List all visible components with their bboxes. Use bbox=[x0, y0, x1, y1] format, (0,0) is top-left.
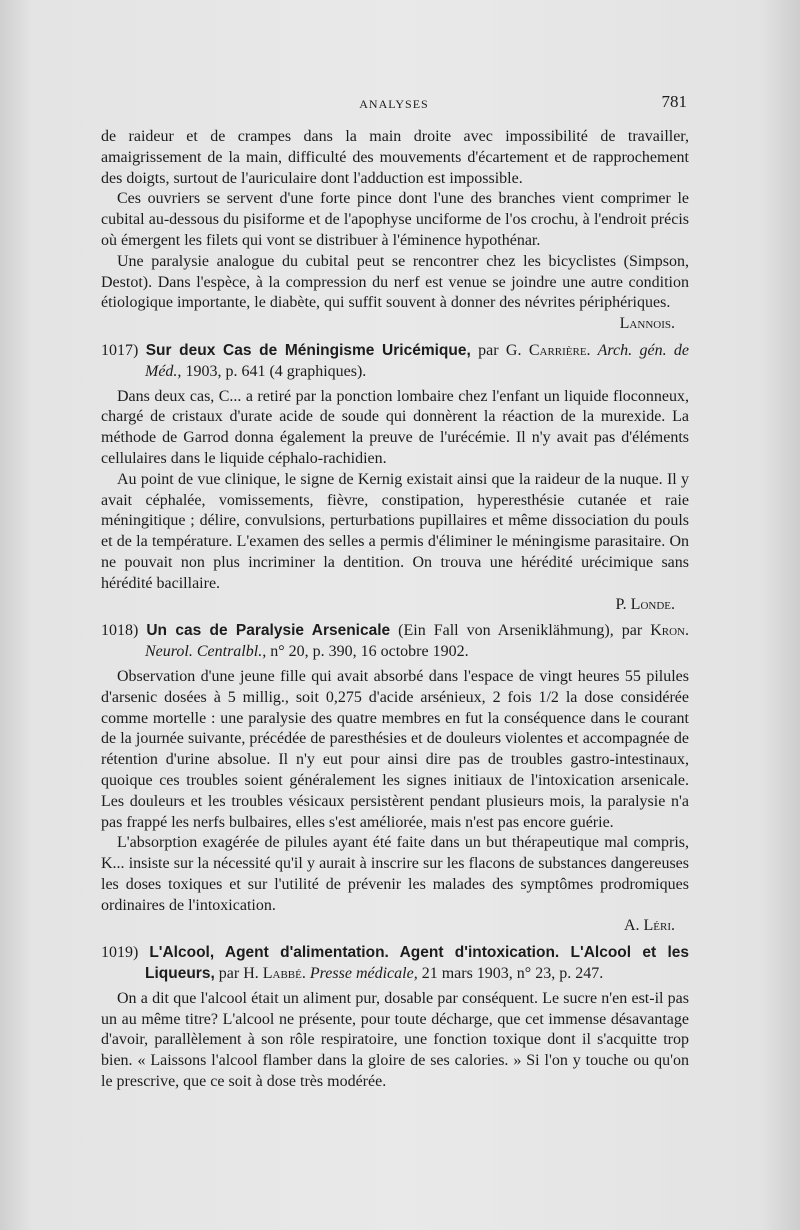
signature: P. Londe. bbox=[615, 595, 675, 613]
entry-by: par G. bbox=[470, 341, 529, 359]
entry-title: Un cas de Paralysie Arsenicale bbox=[146, 622, 391, 640]
entry-number: 1017) bbox=[101, 341, 139, 359]
signature: Lannois. bbox=[619, 315, 675, 333]
entry-heading-1017 bbox=[101, 341, 689, 383]
entry-reference: 21 mars 1903, n° 23, p. 247. bbox=[417, 965, 604, 983]
entry-original-title: (Ein Fall von Arseniklähmung), par bbox=[390, 622, 651, 640]
entry-journal: Presse médicale, bbox=[305, 965, 418, 983]
entry-number: 1019) bbox=[101, 944, 139, 962]
entry-reference: n° 20, p. 390, 16 octobre 1902. bbox=[266, 643, 469, 661]
entry-heading-1019 bbox=[101, 943, 689, 985]
entry-title: L'Alcool, Agent d'alimentation. Agent d'intoxication. L'Alcool et les Liqueurs, bbox=[145, 944, 689, 983]
paragraph: Ces ouvriers se servent d'une forte pince dont l'une des branches vient comprimer le cubital au-dessous du pisiforme et de l'apophyse unciforme de l'os crochu, à l'endroit précis où émergent les filets qui vont se distribuer à l'éminence hypothénar. bbox=[101, 190, 689, 249]
running-head: ANALYSES bbox=[359, 97, 429, 111]
entry-author: Kron. bbox=[650, 622, 689, 640]
entry-title: Sur deux Cas de Méningisme Uricémique, bbox=[145, 341, 471, 359]
paragraph: Une paralysie analogue du cubital peut se rencontrer chez les bicyclistes (Simpson, Destot). Dans l'espèce, à la compression du nerf est venue se joindre une autre condition étiologique importante, le diabète, qui suffit souvent à donner des névrites périphériques. bbox=[101, 252, 689, 312]
paragraph: Observation d'une jeune fille qui avait absorbé dans l'espace de vingt heures 55 pilules d'arsenic dosées à 5 millig., soit 0,275 d'acide arsénieux, 2 fois 1/2 la dose considérée comme mortelle : une paralysie des quatre membres en fut la conséquence dans le courant de la journée suivante, précédée de paresthésies et de douleurs violentes et accompagnée de rétention d'urine absolue. Il n'y eut pour ainsi dire pas de troubles gastro-intestinaux, quoique ces troubles soient généralement les signes initiaux de l'intoxication arsenicale. Les douleurs et les troubles vésicaux persistèrent pendant plusieurs mois, la paralysie n'a pas frappé les nerfs bulbaires, elles s'est améliorée, mais n'est pas encore guérie. bbox=[101, 667, 689, 831]
entry-number: 1018) bbox=[101, 622, 139, 640]
entry-journal: Arch. gén. de Méd., bbox=[145, 341, 690, 380]
body-text bbox=[101, 127, 689, 1093]
entry-reference: 1903, p. 641 (4 graphiques). bbox=[181, 362, 367, 380]
entry-author: Labbé. bbox=[262, 965, 306, 983]
paragraph: L'absorption exagérée de pilules ayant été faite dans un but thérapeutique mal compris, K... insiste sur la nécessité qu'il y aurait à inscrire sur les flacons de substances dangereuses les doses toxiques et sur l'utilité de prévenir les malades des symptômes prodromiques ordinaires de l'intoxication. bbox=[101, 834, 689, 914]
page-header bbox=[101, 94, 687, 112]
paragraph: On a dit que l'alcool était un aliment pur, dosable par conséquent. Le sucre n'en est-il pas un au même titre? L'alcool ne présente, pour toute décharge, que cet immense désavantage d'avoir, parallèlement à son rôle respiratoire, une fonction toxique dont il s'acquitte trop bien. « Laissons l'alcool flamber dans la gloire de ses calories. » Si l'on y touche ou qu'on le prescrive, que ce soit à dose très modérée. bbox=[101, 989, 689, 1091]
entry-journal: Neurol. Centralbl., bbox=[145, 643, 267, 661]
entry-author: Carrière. bbox=[528, 341, 591, 359]
entry-heading-1018 bbox=[101, 621, 689, 663]
paragraph: Au point de vue clinique, le signe de Kernig existait ainsi que la raideur de la nuque. Il y avait céphalée, vomissements, fièvre, constipation, hyperesthésie cutanée et raie méningitique ; délire, convulsions, perturbations pupillaires et même dissociation du pouls et de la température. L'examen des selles a permis d'éliminer le méningisme parasitaire. On ne pouvait non plus incriminer la dentition. On trouva une hérédité urécimique sans hérédité bacillaire. bbox=[101, 470, 689, 592]
paragraph: de raideur et de crampes dans la main droite avec impossibilité de travailler, amaigrissement de la main, difficulté des mouvements d'écartement et de rapprochement des doigts, surtout de l'auriculaire dont l'adduction est impossible. bbox=[101, 128, 689, 187]
page-number: 781 bbox=[661, 92, 687, 111]
entry-by: par H. bbox=[214, 965, 263, 983]
paragraph: Dans deux cas, C... a retiré par la ponction lombaire chez l'enfant un liquide floconneux, chargé de cristaux d'urate acide de soude qui donnèrent la réaction de la murexide. La méthode de Garrod donna également la preuve de l'urécémie. Il n'y avait pas d'éléments cellulaires dans le liquide céphalo-rachidien. bbox=[101, 387, 689, 467]
signature: A. Léri. bbox=[623, 917, 675, 935]
